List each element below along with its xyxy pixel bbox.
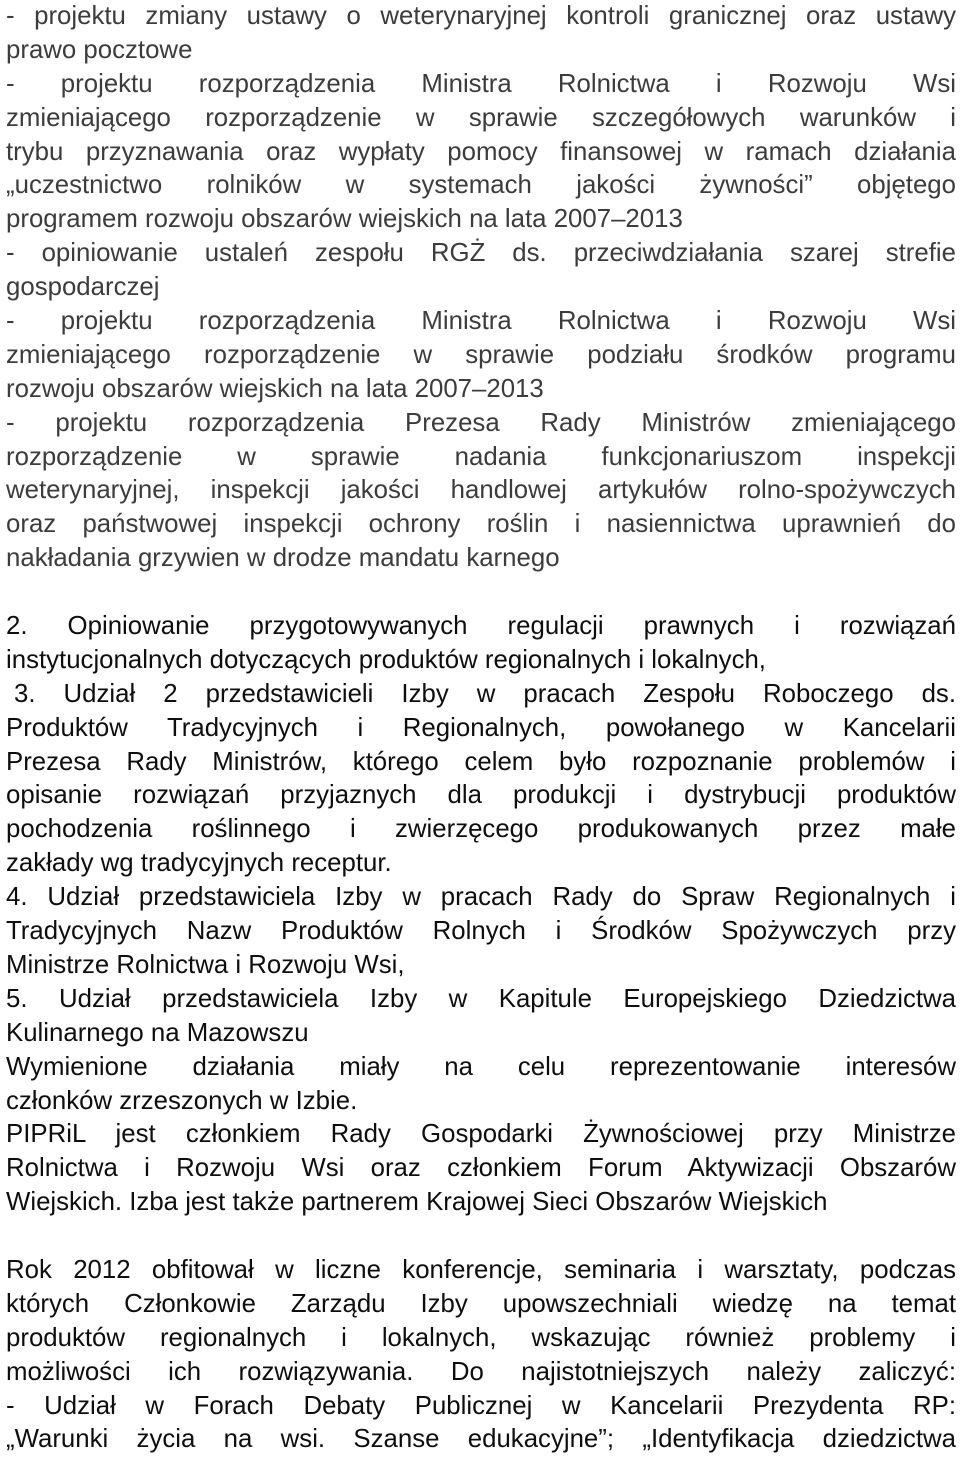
text-line: Wymienione działania miały na celu reprezentowanie interesów [6, 1052, 956, 1081]
text-line: oraz państwowej inspekcji ochrony roślin i nasiennictwa uprawnień do [6, 510, 956, 539]
text-line: Tradycyjnych Nazw Produktów Rolnych i Środków Spożywczych przy [6, 917, 956, 946]
text-line: Kulinarnego na Mazowszu [6, 1018, 309, 1047]
text-line: Wiejskich. Izba jest także partnerem Krajowej Sieci Obszarów Wiejskich [6, 1188, 828, 1217]
text-line: programem rozwoju obszarów wiejskich na lata 2007–2013 [6, 205, 683, 234]
text-line: gospodarczej [6, 273, 160, 302]
conferences-paragraph [6, 1254, 956, 1457]
text-line: możliwości ich rozwiązywania. Do najistotniejszych należy zaliczyć: [6, 1357, 956, 1386]
text-line: - projektu rozporządzenia Ministra Rolnictwa i Rozwoju Wsi [6, 69, 956, 98]
text-line: Ministrze Rolnictwa i Rozwoju Wsi, [6, 950, 405, 979]
text-line: - projektu zmiany ustawy o weterynaryjnej kontroli granicznej oraz ustawy [6, 2, 956, 30]
text-line: 3. Udział 2 przedstawicieli Izby w pracach Zespołu Roboczego ds. [14, 679, 956, 708]
text-line: trybu przyznawania oraz wypłaty pomocy finansowej w ramach działania [6, 137, 956, 166]
text-line: pochodzenia roślinnego i zwierzęcego produkowanych przez małe [6, 815, 956, 844]
text-line: - projektu rozporządzenia Ministra Rolnictwa i Rozwoju Wsi [6, 307, 956, 336]
text-line: Rok 2012 obfitował w liczne konferencje, seminaria i warsztaty, podczas [6, 1255, 956, 1284]
text-line: instytucjonalnych dotyczących produktów regionalnych i lokalnych, [6, 645, 766, 674]
text-line: Produktów Tradycyjnych i Regionalnych, powołanego w Kancelarii [6, 713, 956, 742]
text-line: zmieniającego rozporządzenie w sprawie podziału środków programu [6, 340, 956, 369]
text-line: prawo pocztowe [6, 35, 193, 64]
text-line: opisanie rozwiązań przyjaznych dla produkcji i dystrybucji produktów [6, 781, 956, 810]
text-line: rozwoju obszarów wiejskich na lata 2007–2013 [6, 374, 544, 403]
text-line: rozporządzenie w sprawie nadania funkcjonariuszom inspekcji [6, 442, 956, 471]
paragraph-gap [6, 1220, 956, 1254]
paragraph-gap [6, 576, 956, 610]
document-page [6, 0, 956, 1457]
text-line: których Członkowie Zarządu Izby upowszechniali wiedzę na temat [6, 1289, 956, 1318]
text-line: 2. Opiniowanie przygotowywanych regulacji prawnych i rozwiązań [6, 612, 956, 641]
text-line: 5. Udział przedstawiciela Izby w Kapitule Europejskiego Dziedzictwa [6, 984, 956, 1013]
text-line: - projektu rozporządzenia Prezesa Rady Ministrów zmieniającego [6, 408, 956, 437]
text-line: PIPRiL jest członkiem Rady Gospodarki Żywnościowej przy Ministrze [6, 1120, 956, 1149]
text-line: członków zrzeszonych w Izbie. [6, 1086, 358, 1115]
text-line: - opiniowanie ustaleń zespołu RGŻ ds. przeciwdziałania szarej strefie [6, 239, 956, 268]
text-line: produktów regionalnych i lokalnych, wskazując również problemy i [6, 1323, 956, 1352]
text-line: zmieniającego rozporządzenie w sprawie szczegółowych warunków i [6, 103, 956, 132]
regulation-list [6, 0, 956, 576]
text-line: Prezesa Rady Ministrów, którego celem było rozpoznanie problemów i [6, 747, 956, 776]
text-line: Rolnictwa i Rozwoju Wsi oraz członkiem Forum Aktywizacji Obszarów [6, 1154, 956, 1183]
text-line: weterynaryjnej, inspekcji jakości handlowej artykułów rolno-spożywczych [6, 476, 956, 505]
text-line: „uczestnictwo rolników w systemach jakości żywności” objętego [6, 171, 956, 200]
activities-list [6, 610, 956, 1220]
text-line: „Warunki życia na wsi. Szanse edukacyjne”; „Identyfikacja dziedzictwa [6, 1425, 956, 1454]
text-line: - Udział w Forach Debaty Publicznej w Kancelarii Prezydenta RP: [6, 1391, 956, 1420]
text-line: 4. Udział przedstawiciela Izby w pracach Rady do Spraw Regionalnych i [6, 883, 956, 912]
text-line: zakłady wg tradycyjnych receptur. [6, 849, 392, 878]
text-line: nakładania grzywien w drodze mandatu karnego [6, 544, 560, 573]
